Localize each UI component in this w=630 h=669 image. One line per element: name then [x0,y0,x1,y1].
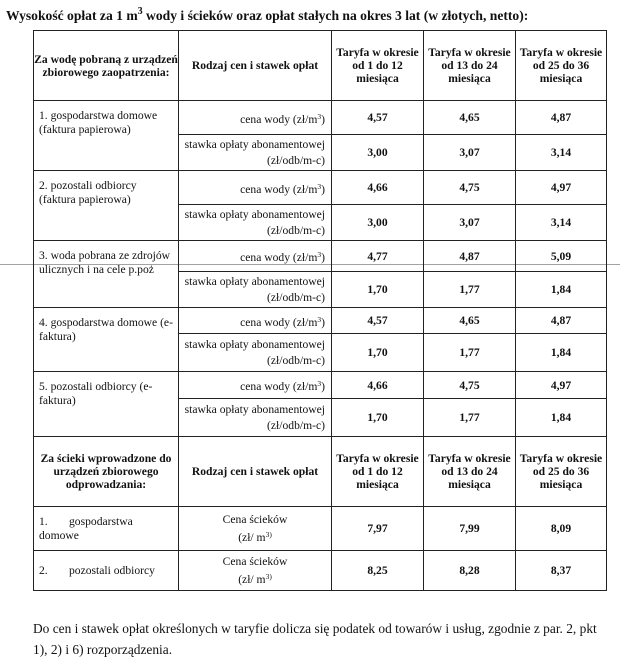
price-cell-period-1: 4,57 [332,308,424,334]
rate-type-text: stawka opłaty abonamentowej (zł/odb/m-c) [184,208,325,237]
price-cell-period-3: 3,14 [516,135,607,171]
sewage-row [34,551,607,591]
price-cell-period-3: 1,84 [516,334,607,372]
rate-type-line1: Cena ścieków [222,555,288,568]
sewage-group-label [34,551,179,591]
rate-type-unit: (zł/ m [238,573,266,586]
rate-type-text: cena wody (zł/m [240,380,318,393]
water-group-label: 3. woda pobrana ze zdrojów ulicznych i na cele p.poż [34,241,179,308]
rate-type [179,205,332,241]
price-cell-period-2: 4,65 [424,308,516,334]
rate-type-unit: (zł/ m [238,531,266,544]
price-cell-period-1: 3,00 [332,205,424,241]
price-cell-period-1: 3,00 [332,135,424,171]
sewage-row [34,507,607,551]
rate-type-text: cena wody (zł/m [240,251,318,264]
rate-type-text: stawka opłaty abonamentowej (zł/odb/m-c) [184,403,325,432]
rate-type-line1: Cena ścieków [222,513,288,526]
price-cell-period-1: 8,25 [332,551,424,591]
price-cell-period-1: 4,57 [332,101,424,135]
rate-type-line2 [179,569,331,587]
sewage-row-number: 1. [39,514,48,528]
rate-type-text: stawka opłaty abonamentowej (zł/odb/m-c) [184,338,325,367]
price-cell-period-2: 1,77 [424,399,516,437]
unit-superscript: 3 [317,111,322,121]
rate-type-line2 [179,527,331,545]
rate-type [179,399,332,437]
price-cell-period-1: 1,70 [332,272,424,308]
rate-type-close: ) [321,182,325,196]
price-cell-period-2: 4,75 [424,372,516,399]
price-cell-period-3: 4,87 [516,308,607,334]
water-header-period-3: Taryfa w okresie od 25 do 36 miesiąca [516,31,607,101]
unit-superscript: 3 [317,250,322,259]
rate-type [179,372,332,399]
unit-superscript: 3 [317,181,322,191]
document-title: Wysokość opłat za 1 $m^3$ wody i ścieków oraz opłat stałych na okres 3 lat (w złotych, netto): [6,6,529,23]
price-cell-period-3: 4,87 [516,101,607,135]
price-cell-period-3: 4,97 [516,171,607,205]
sewage-header-period-2: Taryfa w okresie od 13 do 24 miesiąca [424,437,516,507]
sewage-header-period-3: Taryfa w okresie od 25 do 36 miesiąca [516,437,607,507]
rate-type-close: ) [321,380,325,393]
water-header-period-1: Taryfa w okresie od 1 do 12 miesiąca [332,31,424,101]
water-row [34,372,607,399]
sewage-row-number: 2. [39,563,48,577]
price-cell-period-2: 4,87 [424,241,516,272]
rate-type [179,171,332,205]
unit-superscript: 3 [317,379,322,388]
price-cell-period-2: 3,07 [424,205,516,241]
rate-type-close: ) [321,112,325,126]
price-cell-period-3: 4,97 [516,372,607,399]
unit-superscript: 3 [317,314,322,324]
rate-type-text: stawka opłaty abonamentowej (zł/odb/m-c) [184,275,325,304]
rate-type [179,101,332,135]
unit-superscript: 3) [265,530,272,539]
water-row [34,308,607,334]
price-cell-period-2: 1,77 [424,334,516,372]
rate-type-text: cena wody (zł/m [240,112,318,126]
rate-type-text: stawka opłaty abonamentowej (zł/odb/m-c) [184,138,325,167]
price-cell-period-2: 3,07 [424,135,516,171]
tariff-table [33,30,607,591]
rate-type-text: cena wody (zł/m [240,182,318,196]
price-cell-period-2: 7,99 [424,507,516,551]
rate-type [179,551,332,591]
water-group-label: 4. gospodarstwa domowe (e-faktura) [34,308,179,372]
price-cell-period-2: 1,77 [424,272,516,308]
rate-type [179,308,332,334]
water-group-label: 2. pozostali odbiorcy (faktura papierowa) [34,171,179,241]
rate-type-close: ) [321,251,325,264]
rate-type [179,241,332,272]
vat-note: Do cen i stawek opłat określonych w taryfie dolicza się podatek od towarów i usług, zgodnie z par. 2, pkt 1), 2) i 6) rozporządzenia. [33,621,597,657]
rate-type-close: ) [321,315,325,329]
rate-type [179,334,332,372]
water-group-label: 1. gospodarstwa domowe (faktura papierowa) [34,101,179,171]
rate-type [179,272,332,308]
price-cell-period-3: 1,84 [516,272,607,308]
water-header-service: Za wodę pobraną z urządzeń zbiorowego zaopatrzenia: [34,31,179,101]
rate-type [179,135,332,171]
sewage-header-service: Za ścieki wprowadzone do urządzeń zbiorowego odprowadzania: [34,437,179,507]
sewage-header-kind: Rodzaj cen i stawek opłat [179,437,332,507]
price-cell-period-3: 1,84 [516,399,607,437]
sewage-group-label [34,507,179,551]
price-cell-period-3: 5,09 [516,241,607,272]
sewage-row-text: gospodarstwa domowe [39,514,133,542]
price-cell-period-1: 1,70 [332,334,424,372]
title-superscript: 3 [137,6,143,17]
water-row [34,241,607,272]
price-cell-period-2: 4,75 [424,171,516,205]
price-cell-period-1: 4,66 [332,372,424,399]
rate-type-text: cena wody (zł/m [240,315,318,329]
price-cell-period-1: 4,66 [332,171,424,205]
sewage-row-text: pozostali odbiorcy [69,563,155,577]
price-cell-period-2: 8,28 [424,551,516,591]
price-cell-period-3: 3,14 [516,205,607,241]
rate-type [179,507,332,551]
sewage-header-row [34,437,607,507]
water-row [34,101,607,135]
price-cell-period-2: 4,65 [424,101,516,135]
water-group-label: 5. pozostali odbiorcy (e-faktura) [34,372,179,437]
water-row [34,171,607,205]
unit-superscript: 3) [265,572,272,581]
price-cell-period-3: 8,09 [516,507,607,551]
water-header-kind: Rodzaj cen i stawek opłat [179,31,332,101]
price-cell-period-1: 1,70 [332,399,424,437]
water-header-period-2: Taryfa w okresie od 13 do 24 miesiąca [424,31,516,101]
water-header-row [34,31,607,101]
price-cell-period-1: 7,97 [332,507,424,551]
price-cell-period-1: 4,77 [332,241,424,272]
sewage-header-period-1: Taryfa w okresie od 1 do 12 miesiąca [332,437,424,507]
price-cell-period-3: 8,37 [516,551,607,591]
